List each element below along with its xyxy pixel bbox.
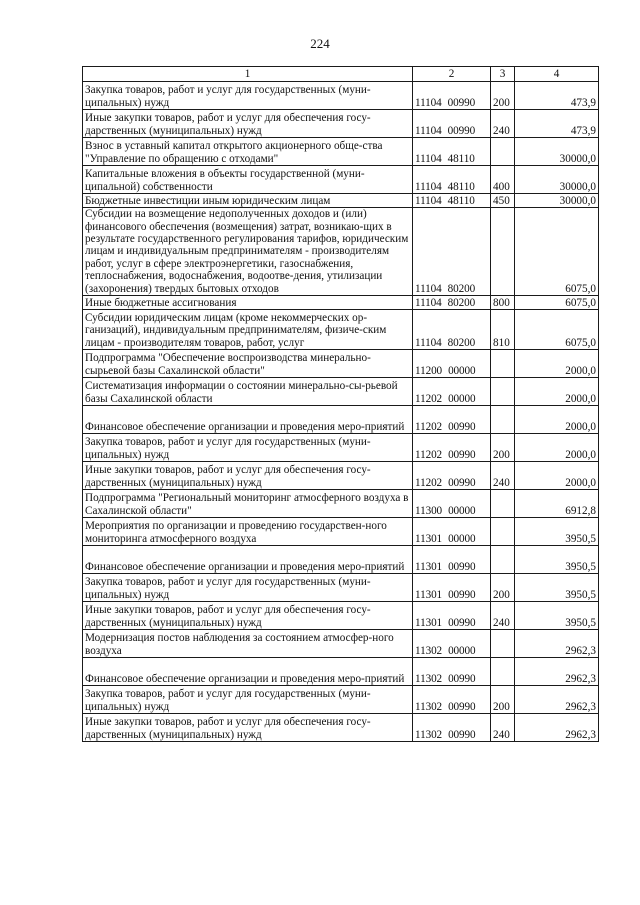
row-amount: 6912,8 xyxy=(515,490,599,518)
row-code xyxy=(413,208,491,296)
row-code-a: 11104 xyxy=(415,124,442,137)
row-name: Взнос в уставный капитал открытого акционерного обще-ства "Управление по обращению с отходами" xyxy=(83,138,413,166)
table-row xyxy=(83,378,599,406)
row-type xyxy=(491,406,515,434)
row-name: Подпрограмма "Обеспечение воспроизводства минерально-сырьевой базы Сахалинской области" xyxy=(83,350,413,378)
row-code xyxy=(413,194,491,208)
row-code-a: 11104 xyxy=(415,96,442,109)
row-name: Субсидии юридическим лицам (кроме некоммерческих ор-ганизаций), индивидуальным предпринимателям, физиче-ским лицам - производителям товаров, работ, услуг xyxy=(83,310,413,350)
row-code-a: 11301 xyxy=(415,560,443,573)
row-code xyxy=(413,378,491,406)
row-type xyxy=(491,658,515,686)
page-number: 224 xyxy=(310,36,330,51)
row-code xyxy=(413,110,491,138)
row-amount: 6075,0 xyxy=(515,310,599,350)
row-code-b: 00000 xyxy=(448,644,476,657)
row-amount: 2000,0 xyxy=(515,350,599,378)
row-amount: 2962,3 xyxy=(515,630,599,658)
row-type: 450 xyxy=(491,194,515,208)
table-row xyxy=(83,166,599,194)
row-code-a: 11104 xyxy=(415,194,442,207)
row-code xyxy=(413,406,491,434)
table-row xyxy=(83,658,599,686)
row-amount: 30000,0 xyxy=(515,166,599,194)
column-header-4: 4 xyxy=(515,67,599,82)
row-code-a: 11104 xyxy=(415,296,442,309)
row-amount: 473,9 xyxy=(515,110,599,138)
table-row xyxy=(83,110,599,138)
row-amount: 2000,0 xyxy=(515,406,599,434)
row-code xyxy=(413,310,491,350)
row-type xyxy=(491,378,515,406)
row-name: Капитальные вложения в объекты государственной (муни-ципальной) собственности xyxy=(83,166,413,194)
row-code-b: 00990 xyxy=(448,728,476,741)
row-type: 200 xyxy=(491,434,515,462)
row-code-a: 11301 xyxy=(415,588,443,601)
row-type xyxy=(491,490,515,518)
column-header-2: 2 xyxy=(413,67,491,82)
row-type: 200 xyxy=(491,574,515,602)
row-name: Мероприятия по организации и проведению государствен-ного мониторинга атмосферного воздуха xyxy=(83,518,413,546)
row-amount: 2962,3 xyxy=(515,686,599,714)
row-code-a: 11104 xyxy=(415,336,442,349)
row-amount: 6075,0 xyxy=(515,208,599,296)
row-amount: 2000,0 xyxy=(515,434,599,462)
table-row xyxy=(83,686,599,714)
row-code-a: 11200 xyxy=(415,364,443,377)
row-name: Иные закупки товаров, работ и услуг для обеспечения госу-дарственных (муниципальных) нужд xyxy=(83,110,413,138)
row-code-b: 80200 xyxy=(447,336,476,349)
row-name: Закупка товаров, работ и услуг для государственных (муни-ципальных) нужд xyxy=(83,574,413,602)
row-code xyxy=(413,518,491,546)
table-row xyxy=(83,518,599,546)
table-row xyxy=(83,350,599,378)
row-code-b: 00990 xyxy=(448,560,476,573)
row-type: 240 xyxy=(491,110,515,138)
row-code-b: 00000 xyxy=(448,364,476,377)
column-header-1: 1 xyxy=(83,67,413,82)
row-code xyxy=(413,350,491,378)
row-name: Подпрограмма "Региональный мониторинг атмосферного воздуха в Сахалинской области" xyxy=(83,490,413,518)
table-row xyxy=(83,714,599,742)
row-code-b: 80200 xyxy=(447,296,476,309)
row-name: Финансовое обеспечение организации и проведения меро-приятий xyxy=(83,546,413,574)
row-name: Систематизация информации о состоянии минерально-сы-рьевой базы Сахалинской области xyxy=(83,378,413,406)
row-code-a: 11300 xyxy=(415,504,443,517)
row-code-a: 11302 xyxy=(415,672,443,685)
table-row xyxy=(83,630,599,658)
row-code-b: 00990 xyxy=(448,588,476,601)
table-row xyxy=(83,208,599,296)
row-type xyxy=(491,138,515,166)
row-code-a: 11104 xyxy=(415,180,442,193)
row-code xyxy=(413,166,491,194)
row-amount: 30000,0 xyxy=(515,138,599,166)
table-row xyxy=(83,82,599,110)
row-name: Бюджетные инвестиции иным юридическим лицам xyxy=(83,194,413,208)
row-amount: 473,9 xyxy=(515,82,599,110)
row-code-a: 11301 xyxy=(415,532,443,545)
row-code-b: 00990 xyxy=(447,124,476,137)
row-code xyxy=(413,630,491,658)
row-code-b: 00990 xyxy=(448,448,476,461)
row-amount: 2000,0 xyxy=(515,378,599,406)
row-code-b: 00990 xyxy=(448,672,476,685)
row-code xyxy=(413,490,491,518)
row-type: 200 xyxy=(491,686,515,714)
row-code-b: 00000 xyxy=(448,504,476,517)
table-header-row xyxy=(83,67,599,82)
row-code-b: 00990 xyxy=(447,96,476,109)
row-amount: 2962,3 xyxy=(515,714,599,742)
row-type: 800 xyxy=(491,296,515,310)
budget-table xyxy=(82,66,599,742)
row-type: 240 xyxy=(491,714,515,742)
row-code-a: 11301 xyxy=(415,616,443,629)
row-type xyxy=(491,518,515,546)
table-row xyxy=(83,310,599,350)
table-row xyxy=(83,194,599,208)
row-name: Закупка товаров, работ и услуг для государственных (муни-ципальных) нужд xyxy=(83,434,413,462)
row-name: Иные бюджетные ассигнования xyxy=(83,296,413,310)
row-amount: 2000,0 xyxy=(515,462,599,490)
row-code xyxy=(413,434,491,462)
table-row xyxy=(83,434,599,462)
row-code xyxy=(413,686,491,714)
row-amount: 3950,5 xyxy=(515,546,599,574)
table-row xyxy=(83,602,599,630)
row-code xyxy=(413,658,491,686)
row-code-b: 00990 xyxy=(448,476,476,489)
row-code-a: 11202 xyxy=(415,476,443,489)
row-code-a: 11202 xyxy=(415,420,443,433)
row-amount: 3950,5 xyxy=(515,574,599,602)
row-name: Закупка товаров, работ и услуг для государственных (муни-ципальных) нужд xyxy=(83,82,413,110)
row-code-a: 11302 xyxy=(415,644,443,657)
table-row xyxy=(83,138,599,166)
row-code-b: 00000 xyxy=(448,392,476,405)
row-code xyxy=(413,602,491,630)
table-row xyxy=(83,574,599,602)
row-code-b: 48110 xyxy=(447,180,475,193)
table-row xyxy=(83,296,599,310)
table-row xyxy=(83,490,599,518)
row-name: Субсидии на возмещение недополученных доходов и (или) финансового обеспечения (возмещения) затрат, возникаю-щих в результате государственного регулирования тарифов, юридическим лицам и индивидуальным предпринимателям - производителям работ, услуг в сфере электроэнергетики, газоснабжения, теплоснабжения, водоснабжения, водоотве-дения, утилизации (захоронения) твердых бытовых отходов xyxy=(83,208,413,296)
row-code-b: 00000 xyxy=(448,532,476,545)
row-name: Финансовое обеспечение организации и проведения меро-приятий xyxy=(83,406,413,434)
row-code-b: 00990 xyxy=(448,420,476,433)
row-type xyxy=(491,546,515,574)
row-amount: 6075,0 xyxy=(515,296,599,310)
row-code xyxy=(413,714,491,742)
row-code-a: 11302 xyxy=(415,728,443,741)
row-type: 400 xyxy=(491,166,515,194)
row-type xyxy=(491,350,515,378)
row-code xyxy=(413,462,491,490)
table-row xyxy=(83,546,599,574)
row-code xyxy=(413,296,491,310)
row-code xyxy=(413,574,491,602)
table-row xyxy=(83,406,599,434)
column-header-3: 3 xyxy=(491,67,515,82)
row-code-b: 00990 xyxy=(448,700,476,713)
row-type xyxy=(491,630,515,658)
row-name: Иные закупки товаров, работ и услуг для обеспечения госу-дарственных (муниципальных) нужд xyxy=(83,714,413,742)
row-type: 810 xyxy=(491,310,515,350)
row-code-a: 11202 xyxy=(415,448,443,461)
row-code xyxy=(413,546,491,574)
row-amount: 2962,3 xyxy=(515,658,599,686)
row-name: Модернизация постов наблюдения за состоянием атмосфер-ного воздуха xyxy=(83,630,413,658)
row-amount: 30000,0 xyxy=(515,194,599,208)
row-type xyxy=(491,208,515,296)
row-code xyxy=(413,82,491,110)
row-type: 200 xyxy=(491,82,515,110)
row-amount: 3950,5 xyxy=(515,602,599,630)
row-code-b: 48110 xyxy=(447,152,475,165)
row-code-a: 11302 xyxy=(415,700,443,713)
row-code-b: 00990 xyxy=(448,616,476,629)
row-name: Закупка товаров, работ и услуг для государственных (муни-ципальных) нужд xyxy=(83,686,413,714)
row-amount: 3950,5 xyxy=(515,518,599,546)
row-code-b: 80200 xyxy=(447,282,476,295)
row-name: Иные закупки товаров, работ и услуг для обеспечения госу-дарственных (муниципальных) нужд xyxy=(83,462,413,490)
row-code-a: 11104 xyxy=(415,282,442,295)
row-name: Финансовое обеспечение организации и проведения меро-приятий xyxy=(83,658,413,686)
row-code-a: 11104 xyxy=(415,152,442,165)
row-code xyxy=(413,138,491,166)
row-code-a: 11202 xyxy=(415,392,443,405)
table-row xyxy=(83,462,599,490)
row-type: 240 xyxy=(491,602,515,630)
row-name: Иные закупки товаров, работ и услуг для обеспечения госу-дарственных (муниципальных) нужд xyxy=(83,602,413,630)
row-code-b: 48110 xyxy=(447,194,475,207)
row-type: 240 xyxy=(491,462,515,490)
